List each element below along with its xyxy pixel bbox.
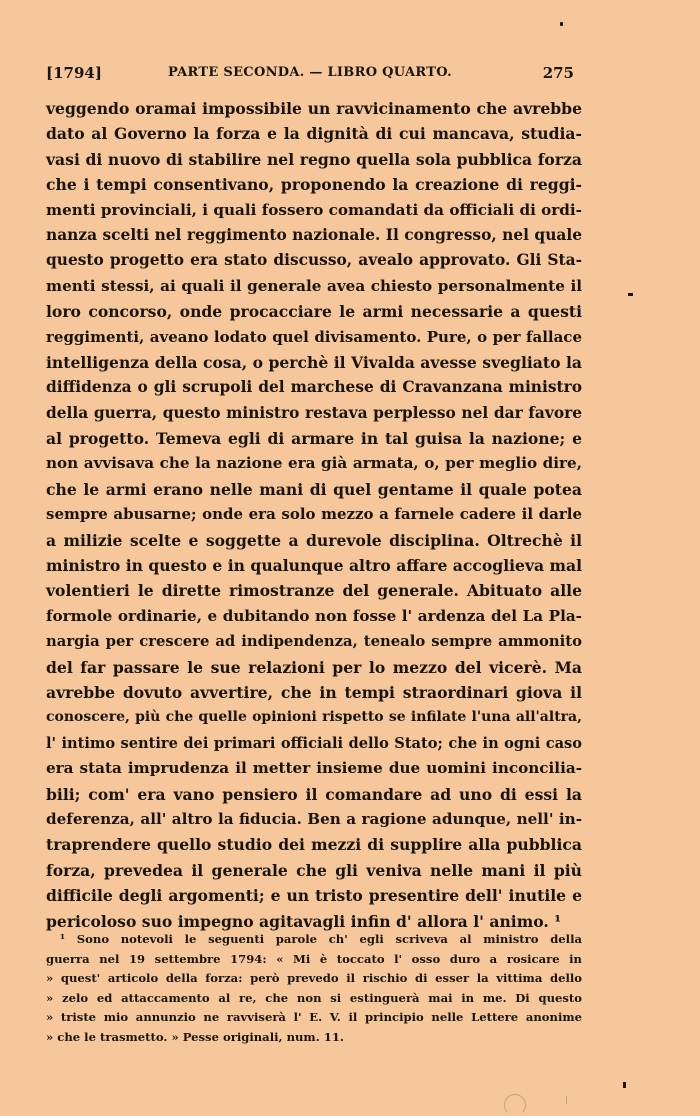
text-line: del far passare le sue relazioni per lo mezzo del vicerè. Ma bbox=[46, 657, 582, 677]
text-line: traprendere quello studio dei mezzi di supplire alla pubblica bbox=[46, 835, 582, 855]
footnote-line: guerra nel 19 settembre 1794: « Mi è toccato l' osso duro a rosicare in bbox=[46, 951, 582, 966]
text-line: sempre abusarne; onde era solo mezzo a farnele cadere il darle bbox=[46, 505, 582, 524]
text-line: al progetto. Temeva egli di armare in tal guisa la nazione; e bbox=[46, 429, 582, 449]
footnote-line: » quest' articolo della forza: però prevedo il rischio di esser la vittima dello bbox=[46, 971, 582, 986]
text-line: veggendo oramai impossibile un ravvicinamento che avrebbe bbox=[46, 99, 582, 118]
footnote-line: » zelo ed attaccamento al re, che non si estinguerà mai in me. Di questo bbox=[46, 990, 582, 1005]
text-line: conoscere, più che quelle opinioni rispetto se infilate l'una all'altra, bbox=[46, 709, 582, 726]
text-line: bili; com' era vano pensiero il comandare ad uno di essi la bbox=[46, 784, 582, 804]
text-line: forza, prevedea il generale che gli veniva nelle mani il più bbox=[46, 860, 582, 880]
text-line: era stata imprudenza il metter insieme due uomini inconcilia- bbox=[46, 759, 582, 778]
text-line: avrebbe dovuto avvertire, che in tempi straordinari giova il bbox=[46, 682, 582, 702]
text-line: ministro in questo e in qualunque altro affare accoglieva mal bbox=[46, 556, 583, 576]
page-number: 275 bbox=[542, 64, 574, 82]
running-header bbox=[46, 64, 574, 84]
margin-mark bbox=[628, 293, 633, 296]
text-line: volentieri le dirette rimostranze del generale. Abituato alle bbox=[46, 581, 582, 601]
text-line: intelligenza della cosa, o perchè il Vivalda avesse svegliato la bbox=[46, 352, 582, 372]
text-line: difficile degli argomenti; e un tristo presentire dell' inutile e bbox=[46, 886, 582, 906]
text-line: pericoloso suo impegno agitavagli infin d' allora l' animo. ¹ bbox=[46, 911, 562, 931]
text-line: menti provinciali, i quali fossero comandati da officiali di ordi- bbox=[46, 200, 582, 219]
ink-speck bbox=[560, 22, 563, 26]
text-line: deferenza, all' altro la fiducia. Ben a ragione adunque, nell' in- bbox=[46, 809, 582, 828]
text-line: della guerra, questo ministro restava perplesso nel dar favore bbox=[46, 403, 582, 422]
watermark-fragment bbox=[504, 1094, 526, 1116]
text-line: formole ordinarie, e dubitando non fosse l' ardenza del La Pla- bbox=[46, 606, 582, 625]
text-line: dato al Governo la forza e la dignità di cui mancava, studia- bbox=[46, 124, 582, 144]
main-text bbox=[46, 96, 582, 934]
text-line: nargia per crescere ad indipendenza, tenealo sempre ammonito bbox=[46, 633, 582, 651]
header-year: [1794] bbox=[46, 64, 102, 82]
text-line: questo progetto era stato discusso, avealo approvato. Gli Sta- bbox=[46, 251, 582, 270]
text-line: l' intimo sentire dei primari officiali dello Stato; che in ogni caso bbox=[46, 734, 582, 752]
text-line: che le armi erano nelle mani di quel gentame il quale potea bbox=[46, 479, 582, 499]
text-line: loro concorso, onde procacciare le armi necessarie a questi bbox=[46, 302, 582, 322]
footnote-line: » triste mio annunzio ne ravviserà l' E. V. il principio nelle Lettere anonime bbox=[46, 1010, 582, 1025]
text-line: diffidenza o gli scrupoli del marchese di Cravanzana ministro bbox=[46, 378, 582, 397]
footnotes bbox=[46, 930, 582, 1048]
text-line: reggimenti, aveano lodato quel divisamento. Pure, o per fallace bbox=[46, 327, 582, 346]
text-line: vasi di nuovo di stabilire nel regno quella sola pubblica forza bbox=[46, 149, 582, 169]
header-title: PARTE SECONDA. — LIBRO QUARTO. bbox=[168, 65, 452, 80]
ink-speck-bottom bbox=[623, 1082, 626, 1088]
text-line: non avvisava che la nazione era già armata, o, per meglio dire, bbox=[46, 454, 582, 473]
text-line: che i tempi consentivano, proponendo la creazione di reggi- bbox=[46, 175, 582, 195]
text-line: menti stessi, ai quali il generale avea chiesto personalmente il bbox=[46, 276, 582, 295]
text-line: nanza scelti nel reggimento nazionale. Il congresso, nel quale bbox=[46, 225, 582, 244]
footnote-line: » che le trasmetto. » Pesse originali, num. 11. bbox=[46, 1029, 344, 1044]
text-line: a milizie scelte e soggette a durevole disciplina. Oltrechè il bbox=[46, 530, 582, 550]
watermark-fragment-tick bbox=[566, 1096, 567, 1104]
footnote-line: ¹ Sono notevoli le seguenti parole ch' egli scriveva al ministro della bbox=[60, 932, 582, 946]
